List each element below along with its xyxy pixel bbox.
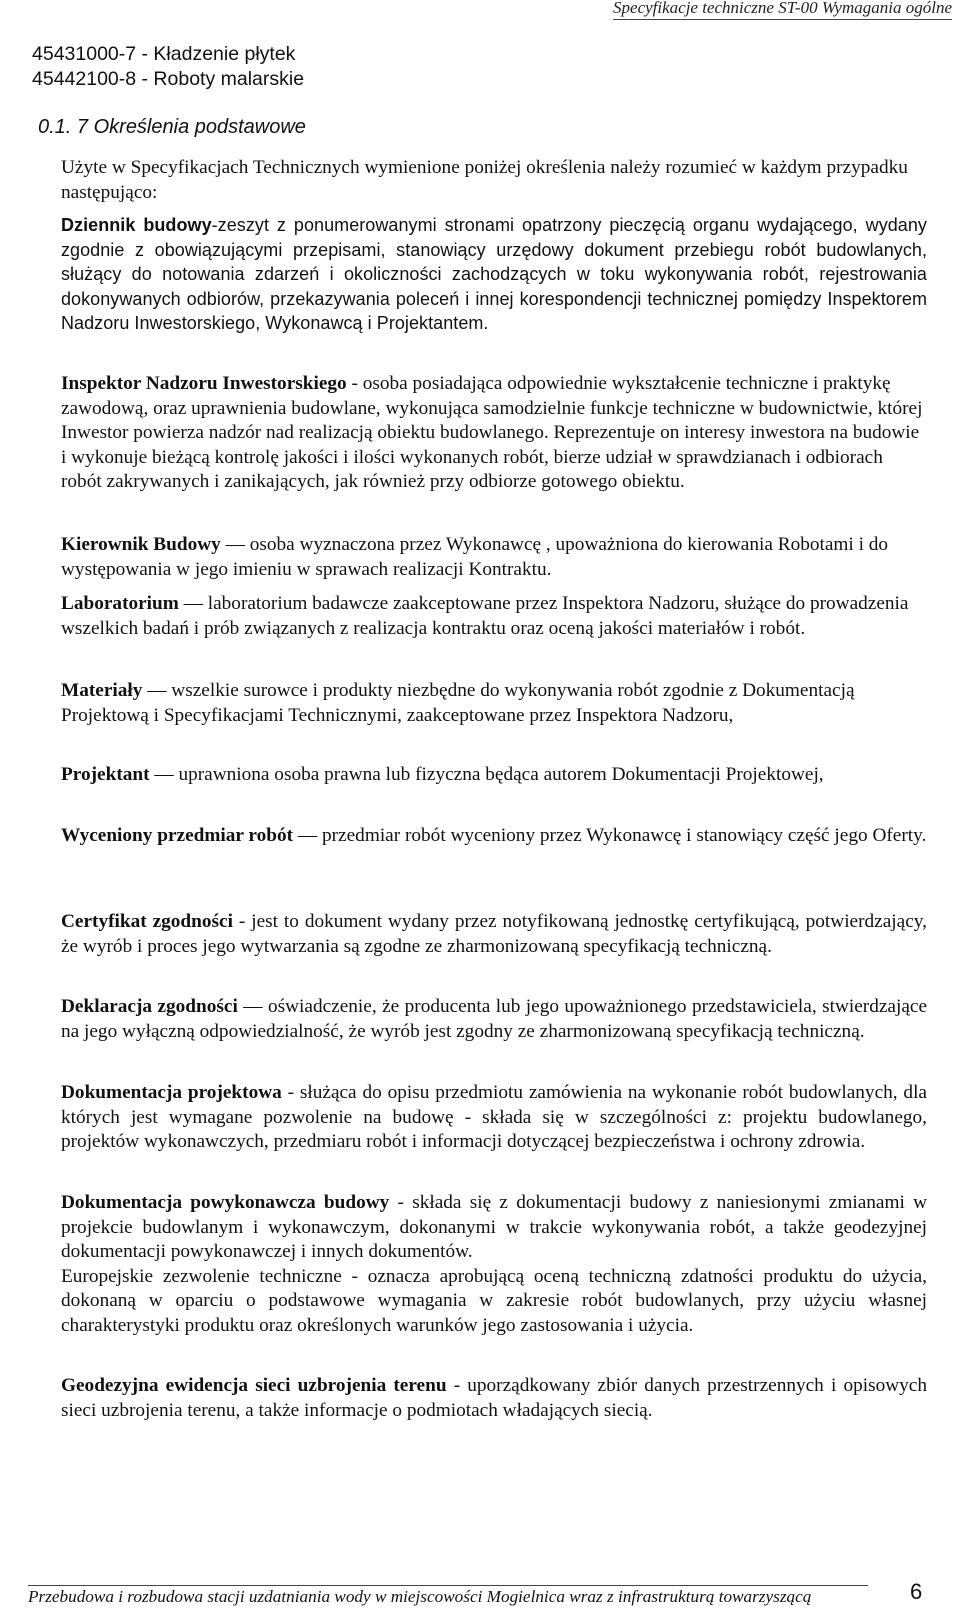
definition-text: - jest to dokument wydany przez notyfikowaną jednostkę certyfikującą, potwierdzający, że wyrób i proces jego wytwarzania są zgodne ze zharmonizowaną specyfikacją techniczną.	[61, 911, 927, 957]
definition-term: Dokumentacja powykonawcza budowy	[61, 1192, 390, 1213]
definition-term: Wyceniony przedmiar robót	[61, 825, 294, 846]
section-heading: 0.1. 7 Określenia podstawowe	[38, 116, 306, 138]
definition-inspektor-nadzoru	[61, 372, 927, 495]
definition-text: — wszelkie surowce i produkty niezbędne do wykonywania robót zgodnie z Dokumentacją Projektową i Specyfikacjami Technicznymi, zaakceptowane przez Inspektora Nadzoru,	[61, 680, 855, 726]
definition-term: Inspektor Nadzoru Inwestorskiego	[61, 373, 347, 394]
definition-term: Materiały	[61, 680, 143, 701]
definition-text: — osoba wyznaczona przez Wykonawcę , upoważniona do kierowania Robotami i do występowania w jego imieniu w sprawach realizacji Kontraktu.	[61, 534, 889, 580]
definition-term: Deklaracja zgodności	[61, 996, 238, 1017]
definition-term: Projektant	[61, 764, 150, 785]
definition-deklaracja-zgodnosci	[61, 995, 927, 1044]
definition-term: Laboratorium	[61, 593, 179, 614]
cpv-code-list	[32, 42, 304, 92]
definition-dziennik-budowy	[61, 213, 927, 336]
definition-materialy	[61, 679, 927, 728]
cpv-code: 45442100-8 - Roboty malarskie	[32, 68, 305, 90]
running-header: Specyfikacje techniczne ST-00 Wymagania ogólne	[613, 0, 952, 20]
definition-certyfikat-zgodnosci	[61, 910, 927, 959]
definition-projektant	[61, 763, 927, 788]
definition-dokumentacja-projektowa	[61, 1081, 927, 1155]
definition-text: — przedmiar robót wyceniony przez Wykonawcę i stanowiący część jego Oferty.	[293, 825, 927, 846]
definition-dokumentacja-powykonawcza	[61, 1191, 927, 1339]
page-footer: Przebudowa i rozbudowa stacji uzdatniania wody w miejscowości Mogielnica wraz z infrastrukturą towarzyszącą	[28, 1585, 868, 1607]
definition-term: Dziennik budowy	[61, 215, 212, 235]
definition-term: Certyfikat zgodności	[61, 911, 233, 932]
definition-text: - uporządkowany zbiór danych przestrzennych i opisowych sieci uzbrojenia terenu, a także informacje o podmiotach władających siecią.	[61, 1375, 927, 1421]
definition-text: — laboratorium badawcze zaakceptowane przez Inspektora Nadzoru, służące do prowadzenia wszelkich badań i prób związanych z realizacja kontraktu oraz oceną jakości materiałów i robót.	[61, 593, 909, 639]
definition-text: - służąca do opisu przedmiotu zamówienia na wykonanie robót budowlanych, dla których jest wymagane pozwolenie na budowę - składa się w szczególności z: projektu budowlanego, projektów wykonawczych, przedmiaru robót i informacji dotyczącej bezpieczeństwa i ochrony zdrowia.	[61, 1082, 927, 1153]
definition-geodezyjna-ewidencja	[61, 1374, 927, 1423]
cpv-code: 45431000-7 - Kładzenie płytek	[32, 43, 296, 65]
definition-term: Kierownik Budowy	[61, 534, 221, 555]
definition-text: - osoba posiadająca odpowiednie wykształcenie techniczne i praktykę zawodową, oraz uprawnienia budowlane, wykonująca samodzielnie funkcje techniczne w budownictwie, której Inwestor powierza nadzór nad realizacją obiektu budowlanego. Reprezentuje on interesy inwestora na budowie i wykonuje bieżącą kontrolę jakości i ilości wykonanych robót, bierze udział w sprawdzianach i odbiorach robót zakrywanych i zanikających, jak również przy odbiorze gotowego obiektu.	[61, 373, 923, 493]
definition-text: - składa się z dokumentacji budowy z naniesionymi zmianami w projekcie budowlanym i wykonawczym, dokonanymi w trakcie wykonywania robót, a także geodezyjnej dokumentacji powykonawczej i innych dokumentów.	[61, 1192, 928, 1263]
page-number: 6	[910, 1579, 923, 1604]
definition-europejskie-zezwolenie: Europejskie zezwolenie techniczne - oznacza aprobującą oceną techniczną zdatności produktu do użycia, dokonaną w oparciu o podstawowe wymagania w zakresie robót budowlanych, przy użyciu własnej charakterystyki produktu oraz określonych warunków jego zastosowania i użycia.	[61, 1265, 927, 1336]
definition-text: — uprawniona osoba prawna lub fizyczna będąca autorem Dokumentacji Projektowej,	[149, 764, 824, 785]
definition-laboratorium	[61, 592, 927, 641]
definition-kierownik-budowy	[61, 533, 927, 582]
definition-term: Dokumentacja projektowa	[61, 1082, 282, 1103]
definition-text: -zeszyt z ponumerowanymi stronami opatrzony pieczęcią organu wydającego, wydany zgodnie z obowiązującymi przepisami, stanowiący urzędowy dokument przebiegu robót budowlanych, służący do notowania zdarzeń i okoliczności zachodzących w toku wykonywania robót, rejestrowania dokonywanych odbiorów, przekazywania poleceń i innej korespondencji technicznej pomiędzy Inspektorem Nadzoru Inwestorskiego, Wykonawcą i Projektantem.	[61, 215, 927, 334]
definition-text: — oświadczenie, że producenta lub jego upoważnionego przedstawiciela, stwierdzające na jego wyłączną odpowiedzialność, że wyrób jest zgodny ze zharmonizowaną specyfikacją techniczną.	[61, 996, 928, 1042]
definition-wyceniony-przedmiar	[61, 824, 927, 849]
intro-paragraph: Użyte w Specyfikacjach Technicznych wymienione poniżej określenia należy rozumieć w każdym przypadku następująco:	[61, 157, 908, 203]
definition-term: Geodezyjna ewidencja sieci uzbrojenia terenu	[61, 1375, 447, 1396]
section-intro	[61, 156, 927, 205]
